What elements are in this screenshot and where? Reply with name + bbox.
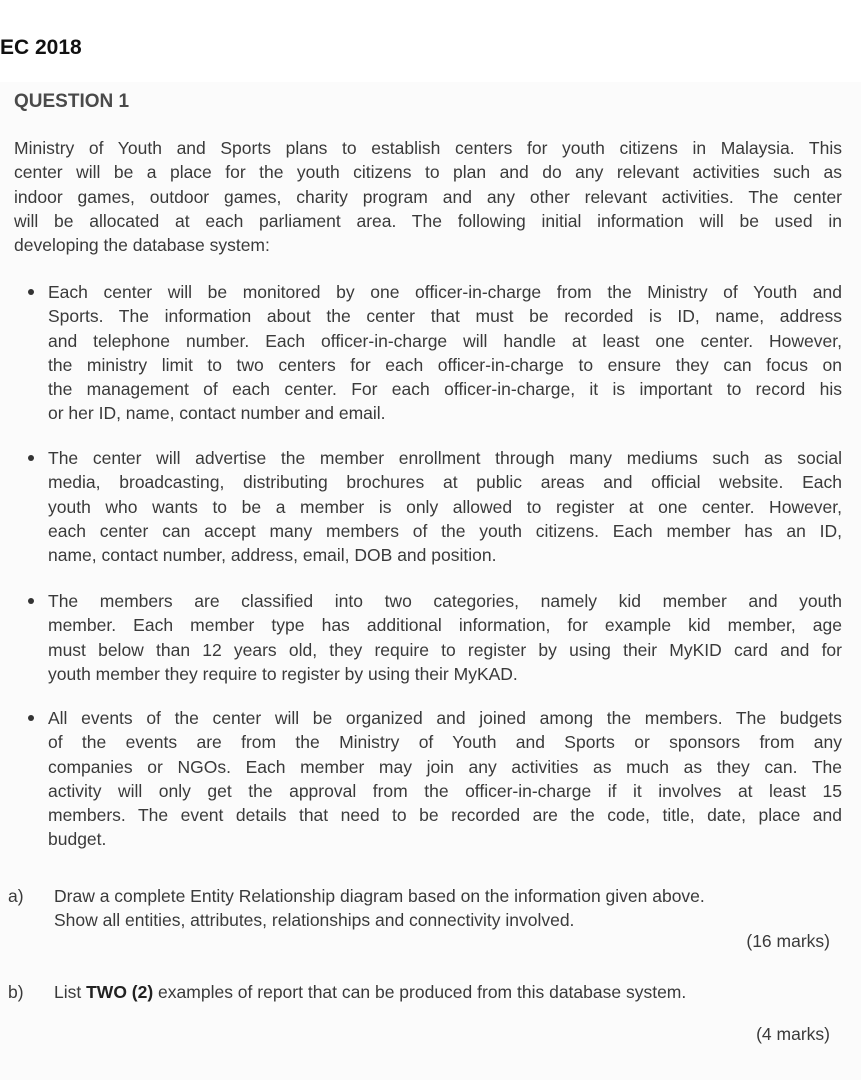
bullet-officer bbox=[48, 280, 842, 426]
bullet-members bbox=[48, 446, 842, 567]
text-line: All events of the center will be organized and joined among the members. The budgets bbox=[48, 708, 842, 728]
text-line: indoor games, outdoor games, charity program and any other relevant activities. The center bbox=[14, 186, 842, 207]
text-line: youth member they require to register by using their MyKAD. bbox=[48, 663, 518, 684]
bullet-categories bbox=[48, 589, 842, 686]
part-a-marks: (16 marks) bbox=[746, 931, 830, 951]
bullet-events bbox=[48, 706, 842, 852]
text-line: Each center will be monitored by one officer-in-charge from the Ministry of Youth and bbox=[48, 282, 842, 302]
text-line: the management of each center. For each officer-in-charge, it is important to record his bbox=[48, 379, 842, 400]
bullet-icon bbox=[28, 598, 34, 604]
text-line bbox=[54, 980, 832, 1004]
text-line: the ministry limit to two centers for each officer-in-charge to ensure they can focus on bbox=[48, 354, 842, 375]
text-line: of the events are from the Ministry of Youth and Sports or sponsors from any bbox=[48, 732, 842, 753]
exam-header: EC 2018 bbox=[0, 36, 82, 59]
bullet-icon bbox=[28, 455, 34, 461]
text-line: members. The event details that need to be recorded are the code, title, date, place and bbox=[48, 805, 842, 826]
text-line: Show all entities, attributes, relationships and connectivity involved. bbox=[54, 910, 575, 931]
text-segment: List bbox=[54, 982, 87, 1002]
part-b-marks: (4 marks) bbox=[756, 1024, 830, 1044]
text-line: member. Each member type has additional information, for example kid member, age bbox=[48, 615, 842, 636]
text-line: companies or NGOs. Each member may join any activities as much as they can. The bbox=[48, 756, 842, 777]
text-line: The center will advertise the member enrollment through many mediums such as social bbox=[48, 448, 842, 468]
text-line: each center can accept many members of the youth citizens. Each member has an ID, bbox=[48, 520, 842, 541]
text-line: budget. bbox=[48, 829, 107, 850]
text-segment: examples of report that can be produced from this database system. bbox=[153, 982, 687, 1002]
text-line: or her ID, name, contact number and email. bbox=[48, 403, 386, 424]
text-line: will be allocated at each parliament area. The following initial information will be used in bbox=[14, 210, 842, 231]
text-line: developing the database system: bbox=[14, 235, 270, 256]
text-line: Ministry of Youth and Sports plans to establish centers for youth citizens in Malaysia. This bbox=[14, 138, 842, 158]
text-line: and telephone number. Each officer-in-charge will handle at least one center. However, bbox=[48, 330, 842, 351]
text-line: Draw a complete Entity Relationship diagram based on the information given above. bbox=[54, 886, 705, 906]
bullet-icon bbox=[28, 715, 34, 721]
bullet-icon bbox=[28, 289, 34, 295]
text-line: Sports. The information about the center that must be recorded is ID, name, address bbox=[48, 306, 842, 327]
part-b-label: b) bbox=[8, 982, 24, 1002]
intro-paragraph bbox=[14, 136, 842, 257]
text-line: must below than 12 years old, they require to register by using their MyKID card and for bbox=[48, 639, 842, 660]
text-line: youth who wants to be a member is only allowed to register at one center. However, bbox=[48, 496, 842, 517]
question-title: QUESTION 1 bbox=[14, 91, 130, 112]
part-b bbox=[8, 980, 832, 1004]
text-line: name, contact number, address, email, DOB and position. bbox=[48, 545, 497, 566]
text-line: media, broadcasting, distributing brochures at public areas and official website. Each bbox=[48, 472, 842, 493]
part-a-label: a) bbox=[8, 886, 24, 906]
text-line: center will be a place for the youth citizens to plan and do any relevant activities such as bbox=[14, 162, 842, 183]
text-line: The members are classified into two categories, namely kid member and youth bbox=[48, 591, 842, 611]
text-line: activity will only get the approval from the officer-in-charge if it involves at least 15 bbox=[48, 780, 842, 801]
part-a bbox=[8, 884, 832, 933]
emphasis-text: TWO (2) bbox=[86, 982, 154, 1002]
